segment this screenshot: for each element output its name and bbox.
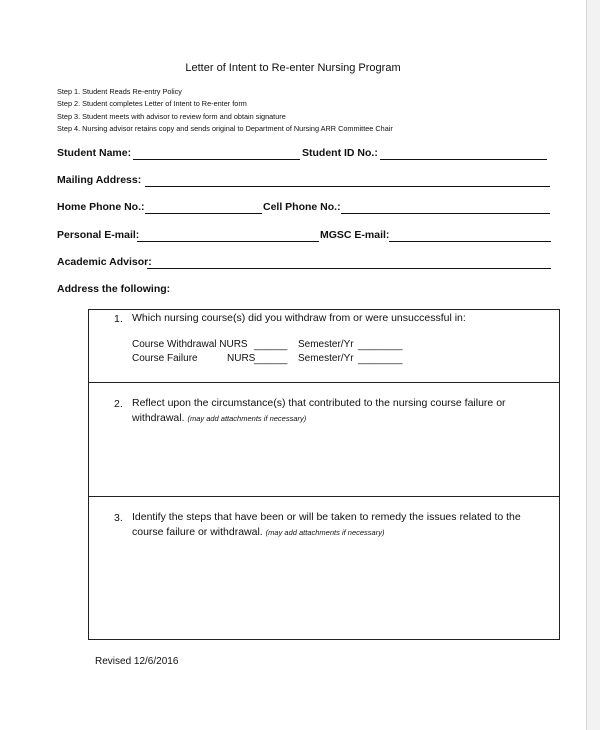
question-number: 1. [114,313,123,325]
mgsc-email-field[interactable] [389,241,551,242]
cell-phone-label: Cell Phone No.: [263,201,341,213]
academic-advisor-label: Academic Advisor: [57,256,152,268]
question-number: 3. [114,512,123,524]
student-id-field[interactable] [380,159,547,160]
question-note: (may add attachments if necessary) [265,528,385,537]
form-title: Letter of Intent to Re-enter Nursing Program [185,62,401,74]
question-text: Identify the steps that have been or will be taken to remedy the issues related to the course failure or withdrawal. [132,511,521,538]
question-text-block [132,396,542,426]
step-item: Step 4. Nursing advisor retains copy and sends original to Department of Nursing ARR Committee Chair [57,123,393,133]
withdrawal-semester-blank[interactable]: ________ [358,340,403,351]
home-phone-field[interactable] [145,213,262,214]
question-number: 2. [114,398,123,410]
question-text: Which nursing course(s) did you withdraw from or were unsuccessful in: [132,312,466,324]
nurs-label: NURS [227,353,256,364]
personal-email-label: Personal E-mail: [57,229,140,241]
failure-nurs-blank[interactable]: ______ [254,354,288,365]
home-phone-label: Home Phone No.: [57,201,145,213]
mailing-address-label: Mailing Address: [57,174,142,186]
failure-semester-blank[interactable]: ________ [358,354,403,365]
address-following-label: Address the following: [57,283,171,295]
question-text-block [132,510,547,540]
course-failure-label: Course Failure [132,353,198,364]
cell-phone-field[interactable] [341,213,550,214]
academic-advisor-field[interactable] [147,268,551,269]
revision-date: Revised 12/6/2016 [95,656,179,667]
mailing-address-field[interactable] [145,186,550,187]
step-item: Step 3. Student meets with advisor to review form and obtain signature [57,111,286,121]
semester-label: Semester/Yr [298,339,354,350]
withdrawal-nurs-blank[interactable]: ______ [254,340,288,351]
question-box[interactable] [88,496,560,640]
student-id-label: Student ID No.: [302,147,378,159]
student-name-field[interactable] [133,159,300,160]
course-withdrawal-label: Course Withdrawal NURS [132,339,248,350]
steps-list [57,86,393,135]
question-note: (may add attachments if necessary) [187,414,307,423]
question-box[interactable] [88,382,560,497]
personal-email-field[interactable] [137,241,319,242]
student-name-label: Student Name: [57,147,132,159]
question-box[interactable] [88,309,560,383]
mgsc-email-label: MGSC E-mail: [320,229,390,241]
step-item: Step 2. Student completes Letter of Intent to Re-enter form [57,99,247,109]
semester-label: Semester/Yr [298,353,354,364]
question-text: Reflect upon the circumstance(s) that contributed to the nursing course failure or withdrawal. [132,397,506,424]
step-item: Step 1. Student Reads Re-entry Policy [57,87,182,96]
